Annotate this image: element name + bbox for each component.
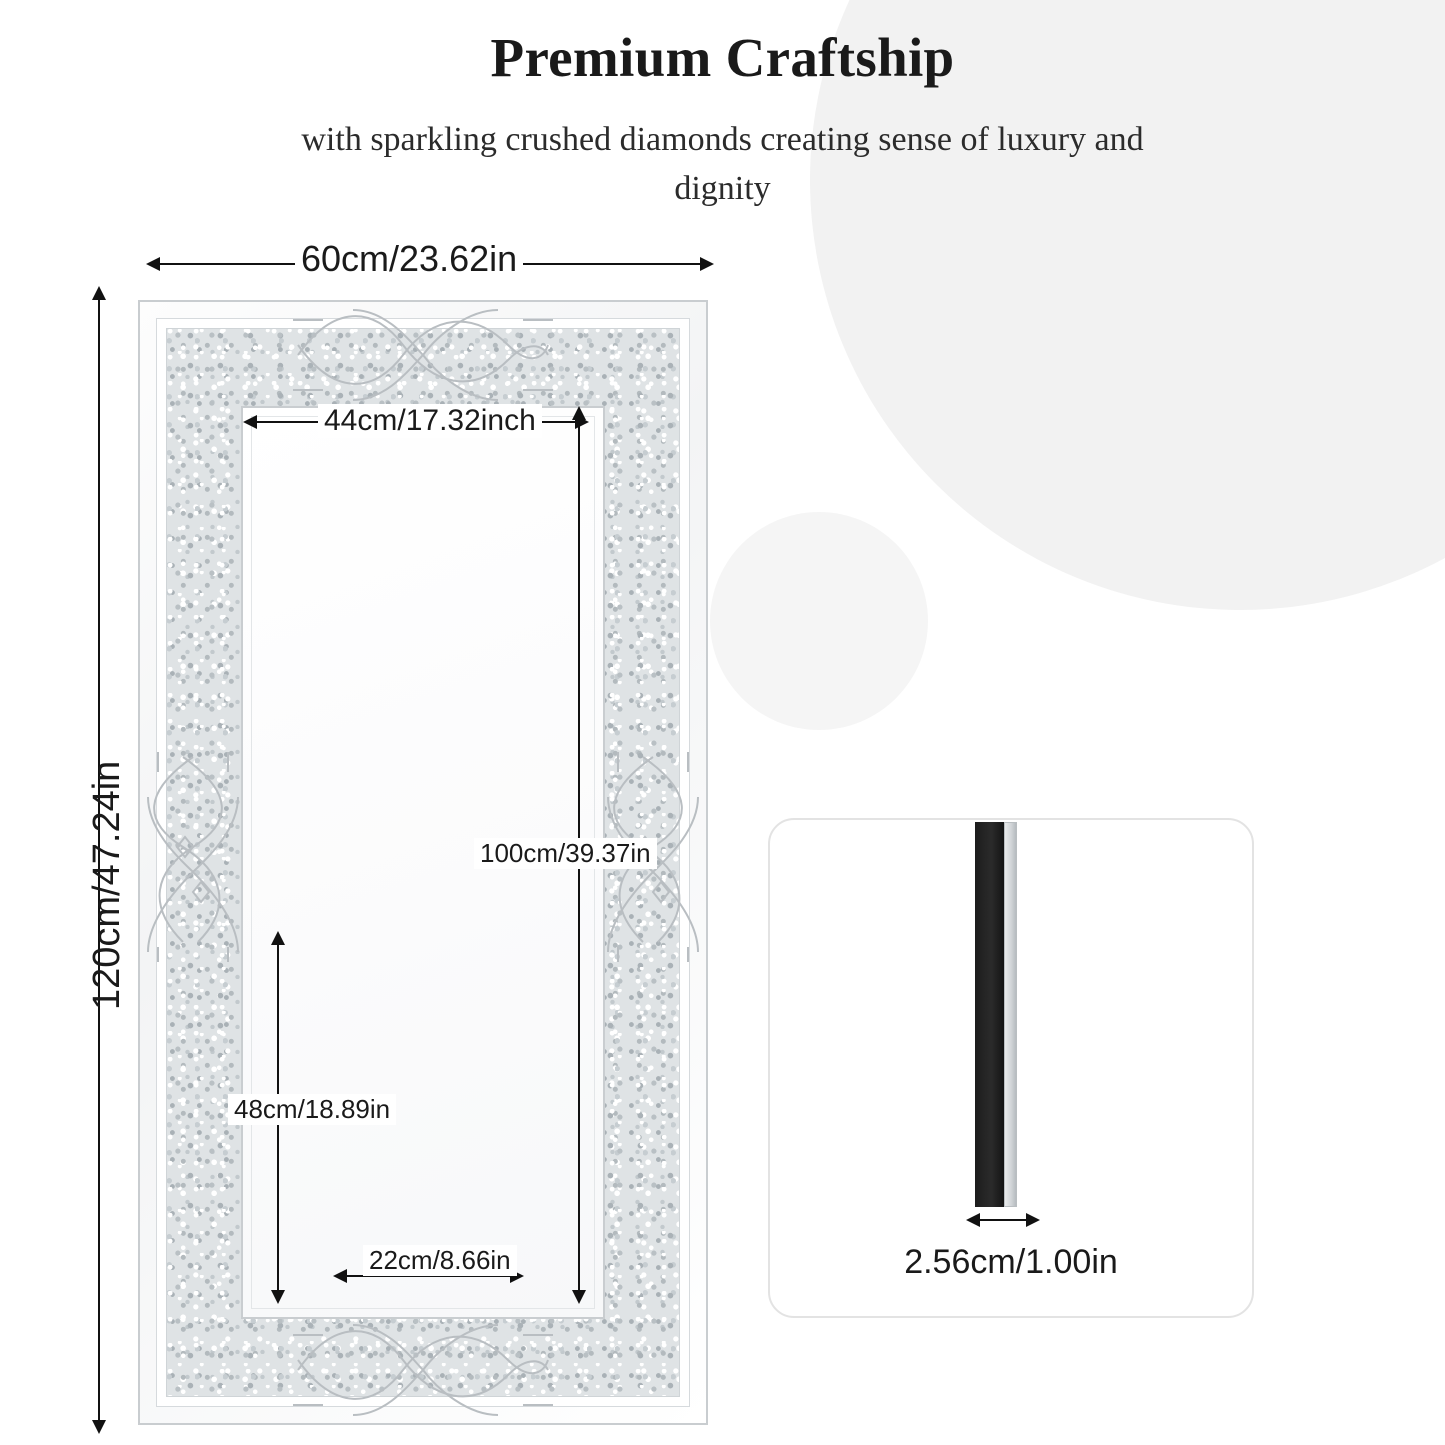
edge-mirror-face <box>1004 822 1017 1207</box>
arrow-down-icon <box>572 1290 586 1304</box>
arrow-left-icon <box>243 415 257 429</box>
dimension-line-thickness <box>978 1219 1026 1221</box>
background-circle-small <box>710 512 928 730</box>
arrow-right-icon <box>1026 1213 1040 1227</box>
dimension-label-detail-height: 48cm/18.89in <box>228 1094 396 1125</box>
arrow-right-icon <box>700 257 714 271</box>
dimension-label-inner-width: 44cm/17.32inch <box>318 404 542 438</box>
page-title: Premium Craftship <box>490 27 955 88</box>
page-subtitle: with sparkling crushed diamonds creating sense of luxury and dignity <box>301 121 1144 208</box>
arrow-left-icon <box>146 257 160 271</box>
dimension-label-thickness: 2.56cm/1.00in <box>904 1243 1118 1281</box>
dimension-label-overall-width: 60cm/23.62in <box>295 238 523 280</box>
background-circle-large <box>810 0 1445 610</box>
dimension-label-overall-height: 120cm/47.24in <box>86 760 128 1010</box>
arrow-down-icon <box>92 1420 106 1434</box>
arrow-left-icon <box>966 1213 980 1227</box>
arrow-up-icon <box>271 931 285 945</box>
dimension-label-detail-width: 22cm/8.66in <box>363 1245 517 1276</box>
arrow-left-icon <box>333 1269 347 1283</box>
arrow-up-icon <box>572 406 586 420</box>
mirror-edge-profile <box>975 822 1017 1207</box>
edge-dark-face <box>975 822 1005 1207</box>
arrow-up-icon <box>92 286 106 300</box>
dimension-label-inner-height: 100cm/39.37in <box>474 838 657 869</box>
arrow-down-icon <box>271 1290 285 1304</box>
